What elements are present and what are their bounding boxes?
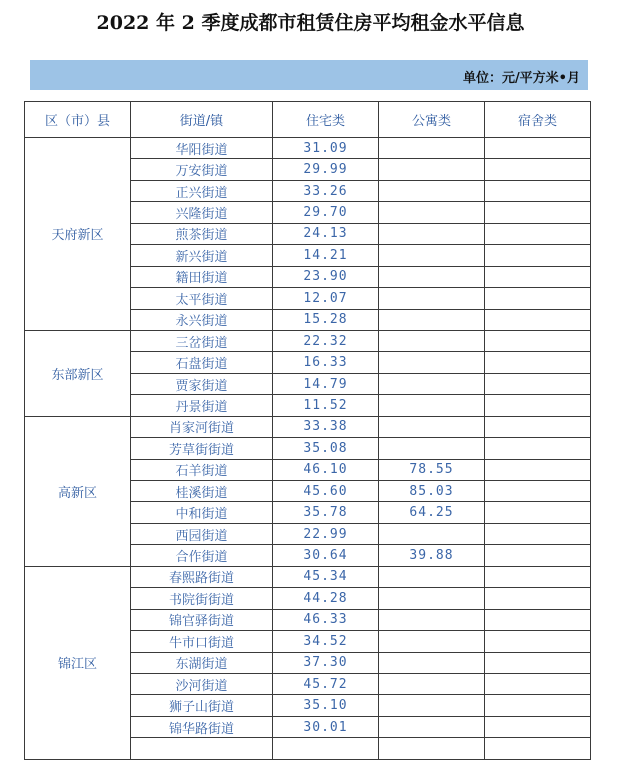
apartment-cell xyxy=(379,266,485,287)
apartment-cell xyxy=(379,288,485,309)
apartment-cell xyxy=(379,609,485,630)
unit-label: 单位：元/平方米•月 xyxy=(462,71,580,86)
header-row xyxy=(25,102,591,138)
street-cell: 籍田街道 xyxy=(131,266,273,287)
street-cell: 锦华路街道 xyxy=(131,716,273,737)
header-district: 区（市）县 xyxy=(25,102,131,138)
apartment-cell xyxy=(379,223,485,244)
dorm-cell xyxy=(485,138,591,159)
dorm-cell xyxy=(485,545,591,566)
residential-cell: 16.33 xyxy=(273,352,379,373)
dorm-cell xyxy=(485,266,591,287)
apartment-cell xyxy=(379,180,485,201)
residential-cell: 44.28 xyxy=(273,588,379,609)
street-cell: 贾家街道 xyxy=(131,373,273,394)
district-cell: 锦江区 xyxy=(25,566,131,759)
dorm-cell xyxy=(485,502,591,523)
page-title: 2022 年 2 季度成都市租赁住房平均租金水平信息 xyxy=(96,12,525,34)
apartment-cell xyxy=(379,330,485,351)
dorm-cell xyxy=(485,588,591,609)
dorm-cell xyxy=(485,202,591,223)
street-cell: 兴隆街道 xyxy=(131,202,273,223)
street-cell: 石羊街道 xyxy=(131,459,273,480)
residential-cell: 14.21 xyxy=(273,245,379,266)
residential-cell: 31.09 xyxy=(273,138,379,159)
dorm-cell xyxy=(485,523,591,544)
apartment-cell xyxy=(379,373,485,394)
residential-cell: 37.30 xyxy=(273,652,379,673)
street-cell: 春熙路街道 xyxy=(131,566,273,587)
street-cell: 太平街道 xyxy=(131,288,273,309)
apartment-cell xyxy=(379,395,485,416)
street-cell: 狮子山街道 xyxy=(131,695,273,716)
dorm-cell xyxy=(485,288,591,309)
apartment-cell xyxy=(379,652,485,673)
residential-cell: 22.32 xyxy=(273,330,379,351)
street-cell: 丹景街道 xyxy=(131,395,273,416)
table-body xyxy=(25,138,591,760)
residential-cell: 30.64 xyxy=(273,545,379,566)
dorm-cell xyxy=(485,180,591,201)
header-residential: 住宅类 xyxy=(273,102,379,138)
dorm-cell xyxy=(485,695,591,716)
district-cell: 高新区 xyxy=(25,416,131,566)
street-cell: 万安街道 xyxy=(131,159,273,180)
dorm-cell xyxy=(485,159,591,180)
dorm-cell xyxy=(485,652,591,673)
dorm-cell xyxy=(485,609,591,630)
street-cell: 石盘街道 xyxy=(131,352,273,373)
street-cell: 东湖街道 xyxy=(131,652,273,673)
residential-cell: 33.38 xyxy=(273,416,379,437)
street-cell: 合作街道 xyxy=(131,545,273,566)
residential-cell: 45.72 xyxy=(273,673,379,694)
street-cell: 芳草街街道 xyxy=(131,438,273,459)
district-cell: 天府新区 xyxy=(25,138,131,331)
dorm-cell xyxy=(485,716,591,737)
dorm-cell xyxy=(485,352,591,373)
table-row xyxy=(25,416,591,437)
residential-cell: 35.08 xyxy=(273,438,379,459)
apartment-cell xyxy=(379,716,485,737)
residential-cell: 35.10 xyxy=(273,695,379,716)
residential-cell: 45.60 xyxy=(273,481,379,502)
apartment-cell xyxy=(379,416,485,437)
dorm-cell xyxy=(485,373,591,394)
residential-cell: 24.13 xyxy=(273,223,379,244)
residential-cell: 34.52 xyxy=(273,631,379,652)
residential-cell: 35.78 xyxy=(273,502,379,523)
apartment-cell xyxy=(379,566,485,587)
street-cell: 肖家河街道 xyxy=(131,416,273,437)
unit-banner xyxy=(30,60,588,90)
header-apartment: 公寓类 xyxy=(379,102,485,138)
residential-cell: 33.26 xyxy=(273,180,379,201)
dorm-cell xyxy=(485,416,591,437)
apartment-cell xyxy=(379,159,485,180)
street-cell: 沙河街道 xyxy=(131,673,273,694)
table-row xyxy=(25,330,591,351)
street-cell: 书院街街道 xyxy=(131,588,273,609)
street-cell: 中和街道 xyxy=(131,502,273,523)
apartment-cell xyxy=(379,309,485,330)
apartment-cell xyxy=(379,695,485,716)
apartment-cell xyxy=(379,352,485,373)
apartment-cell xyxy=(379,738,485,759)
street-cell: 煎茶街道 xyxy=(131,223,273,244)
residential-cell: 11.52 xyxy=(273,395,379,416)
residential-cell: 12.07 xyxy=(273,288,379,309)
street-cell: 西园街道 xyxy=(131,523,273,544)
street-cell: 新兴街道 xyxy=(131,245,273,266)
apartment-cell xyxy=(379,245,485,266)
dorm-cell xyxy=(485,245,591,266)
rent-table xyxy=(24,101,591,760)
header-dorm: 宿舍类 xyxy=(485,102,591,138)
apartment-cell: 85.03 xyxy=(379,481,485,502)
dorm-cell xyxy=(485,631,591,652)
apartment-cell: 39.88 xyxy=(379,545,485,566)
street-cell: 锦官驿街道 xyxy=(131,609,273,630)
apartment-cell xyxy=(379,523,485,544)
residential-cell: 30.01 xyxy=(273,716,379,737)
table-row xyxy=(25,566,591,587)
residential-cell: 45.34 xyxy=(273,566,379,587)
residential-cell xyxy=(273,738,379,759)
apartment-cell: 64.25 xyxy=(379,502,485,523)
residential-cell: 14.79 xyxy=(273,373,379,394)
dorm-cell xyxy=(485,738,591,759)
street-cell: 华阳街道 xyxy=(131,138,273,159)
apartment-cell xyxy=(379,202,485,223)
residential-cell: 29.70 xyxy=(273,202,379,223)
residential-cell: 46.33 xyxy=(273,609,379,630)
street-cell xyxy=(131,738,273,759)
street-cell: 牛市口街道 xyxy=(131,631,273,652)
street-cell: 三岔街道 xyxy=(131,330,273,351)
apartment-cell xyxy=(379,438,485,459)
residential-cell: 46.10 xyxy=(273,459,379,480)
residential-cell: 22.99 xyxy=(273,523,379,544)
apartment-cell xyxy=(379,631,485,652)
residential-cell: 29.99 xyxy=(273,159,379,180)
header-street: 街道/镇 xyxy=(131,102,273,138)
dorm-cell xyxy=(485,330,591,351)
dorm-cell xyxy=(485,673,591,694)
table-row xyxy=(25,138,591,159)
dorm-cell xyxy=(485,566,591,587)
apartment-cell xyxy=(379,673,485,694)
street-cell: 桂溪街道 xyxy=(131,481,273,502)
district-cell: 东部新区 xyxy=(25,330,131,416)
dorm-cell xyxy=(485,481,591,502)
dorm-cell xyxy=(485,459,591,480)
apartment-cell: 78.55 xyxy=(379,459,485,480)
dorm-cell xyxy=(485,309,591,330)
residential-cell: 15.28 xyxy=(273,309,379,330)
dorm-cell xyxy=(485,223,591,244)
apartment-cell xyxy=(379,138,485,159)
residential-cell: 23.90 xyxy=(273,266,379,287)
dorm-cell xyxy=(485,395,591,416)
street-cell: 永兴街道 xyxy=(131,309,273,330)
dorm-cell xyxy=(485,438,591,459)
apartment-cell xyxy=(379,588,485,609)
street-cell: 正兴街道 xyxy=(131,180,273,201)
